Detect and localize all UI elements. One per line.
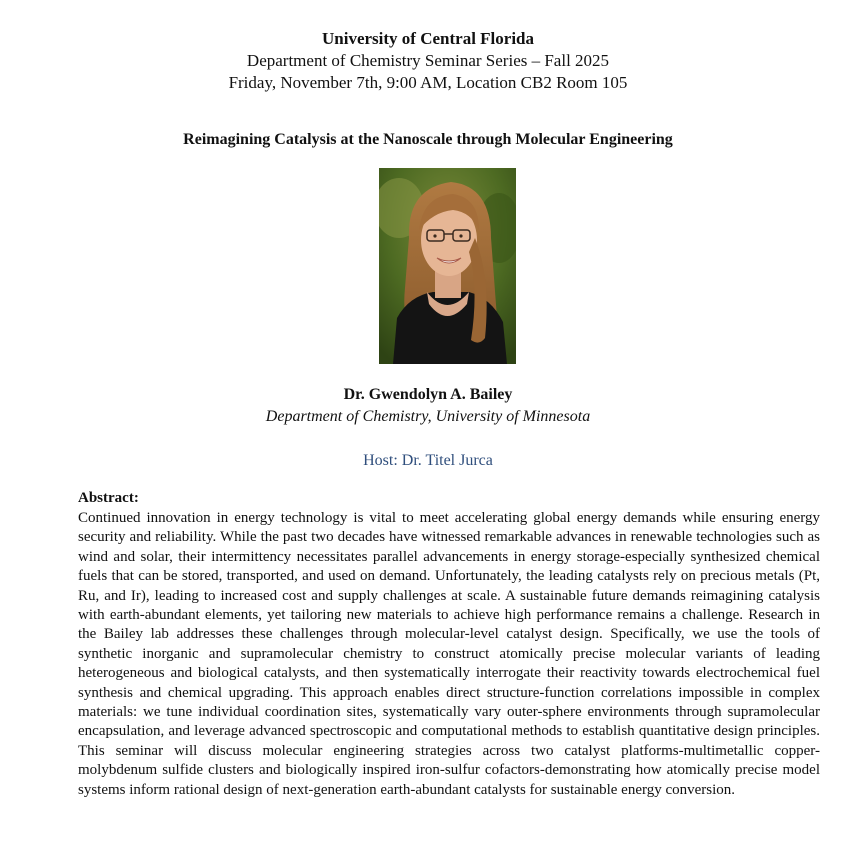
- date-location: Friday, November 7th, 9:00 AM, Location CB2 Room 105: [228, 73, 628, 92]
- speaker-portrait-image: [379, 168, 516, 364]
- seminar-series: Department of Chemistry Seminar Series – Fall 2025: [246, 51, 610, 70]
- abstract-heading: Abstract:: [78, 490, 139, 506]
- talk-title: Reimagining Catalysis at the Nanoscale through Molecular Engineering: [183, 131, 673, 148]
- speaker-photo: [379, 168, 516, 364]
- university-name: University of Central Florida: [322, 29, 534, 48]
- host-line: Host: Dr. Titel Jurca: [363, 452, 493, 469]
- speaker-affiliation: Department of Chemistry, University of Minnesota: [265, 408, 591, 425]
- abstract-text: Continued innovation in energy technology is vital to meet accelerating global energy demands while ensuring energy security and reliability. While the past two decades have witnessed remarkable advances in renewable technologies such as wind and solar, their intermittency necessitates parallel advancements in energy storage-especially synthesized chemical fuels that can be stored, transported, and used on demand. Unfortunately, the leading catalysts rely on precious metals (Pt, Ru, and Ir), leading to increased cost and supply challenges at scale. A sustainable future demands reimagining catalysis with earth-abundant elements, yet tailoring new materials to achieve high performance remains a challenge. Research in the Bailey lab addresses these challenges through molecular-level catalyst design. Specifically, we use the tools of synthetic inorganic and supramolecular chemistry to construct atomically precise molecular variants of leading heterogeneous and biological catalysts, and then systematically interrogate their reactivity towards electrochemical fuel synthesis and chemical upgrading. This approach enables direct structure-function correlations impossible in complex materials: we tune individual coordination sites, systematically vary outer-sphere environments through supramolecular encapsulation, and leverage advanced spectroscopic and computational methods to establish quantitative design principles. This seminar will discuss molecular engineering strategies across two catalyst platforms-multimetallic copper-molybdenum sulfide clusters and biologically inspired iron-sulfur cofactors-demonstrating how atomically precise model systems inform rational design of next-generation earth-abundant catalysts for sustainable energy conversion.: [78, 510, 820, 798]
- seminar-header: [0, 27, 856, 94]
- speaker-name: Dr. Gwendolyn A. Bailey: [343, 386, 513, 403]
